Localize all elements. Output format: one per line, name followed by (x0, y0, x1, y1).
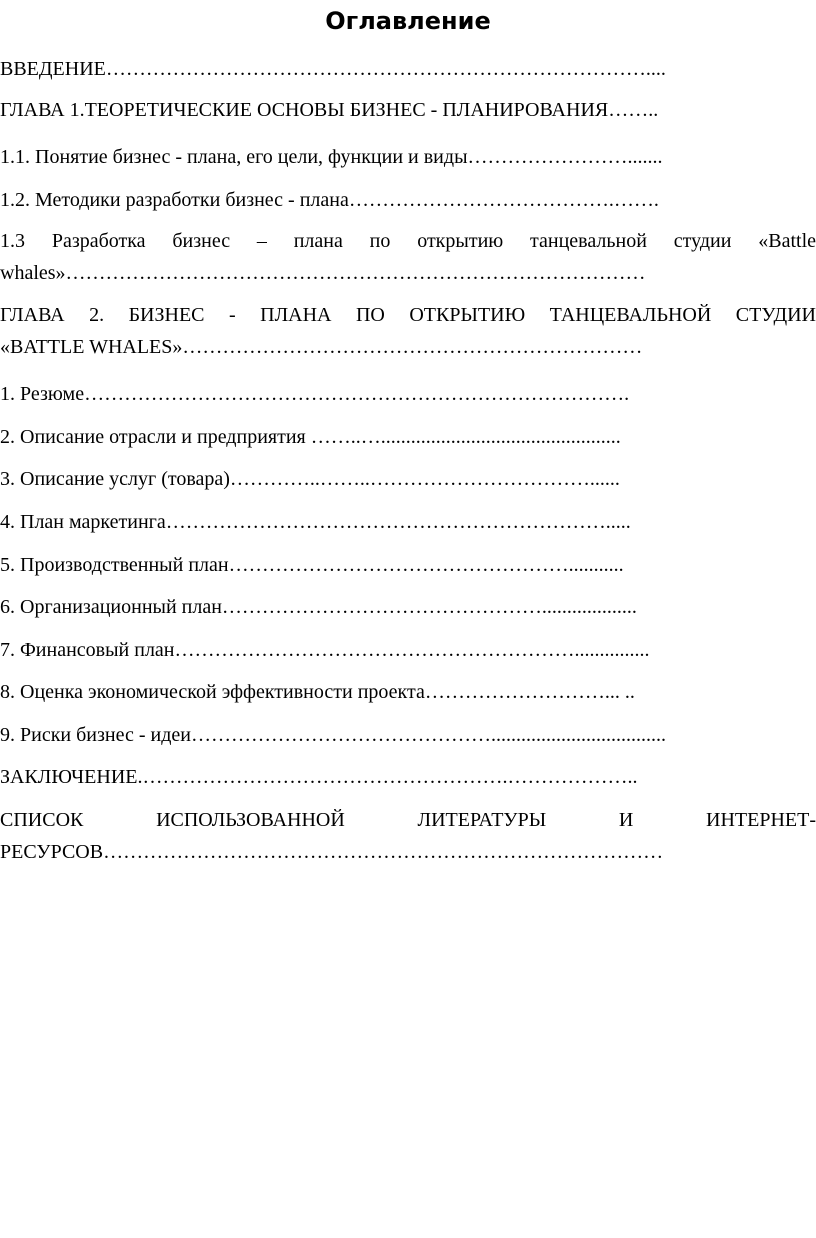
toc-entry-marketing (0, 509, 816, 535)
toc-entry-industry (0, 424, 816, 450)
toc-entry-text: 6. Организационный план…………………………………………................... (0, 596, 637, 618)
toc-entry-1-3 (0, 228, 816, 286)
toc-entry-text: 2. Описание отрасли и предприятия ……..…................................................ (0, 426, 621, 448)
page-title: Оглавление (325, 7, 491, 35)
toc-entry-finance (0, 637, 816, 663)
toc-entry-text-line-2: whales»…………………………………………………………………………… (0, 262, 646, 284)
toc-entry-organization (0, 594, 816, 620)
toc-entry-conclusion (0, 764, 816, 790)
toc-entry-text-line-1: 1.3 Разработка бизнес – плана по открытию танцевальной студии «Battle (0, 230, 816, 252)
toc-entry-chapter-1 (0, 97, 816, 123)
toc-entry-efficiency (0, 679, 816, 705)
toc-entry-text: 1. Резюме………………………………………………………………………. (0, 383, 630, 405)
toc-entry-text-line-1: ГЛАВА 2. БИЗНЕС - ПЛАНА ПО ОТКРЫТИЮ ТАНЦЕВАЛЬНОЙ СТУДИИ (0, 304, 816, 326)
toc-entry-text: ГЛАВА 1.ТЕОРЕТИЧЕСКИЕ ОСНОВЫ БИЗНЕС - ПЛАНИРОВАНИЯ…….. (0, 99, 659, 121)
toc-entry-production (0, 552, 816, 578)
toc-entry-chapter-2 (0, 302, 816, 360)
toc-entry-introduction (0, 56, 816, 82)
toc-entry-1-2 (0, 187, 816, 213)
toc-entry-text: 3. Описание услуг (товара)…………..……..……………………………...... (0, 468, 620, 490)
toc-entry-text-line-2: РЕСУРСОВ………………………………………………………………………… (0, 841, 664, 863)
toc-entry-text: ВВЕДЕНИЕ……………………………………………………………………….... (0, 58, 666, 80)
toc-entry-text: 7. Финансовый план……………………………………………………............... (0, 639, 650, 661)
toc-entry-text: 5. Производственный план……………………………………………........... (0, 554, 624, 576)
toc-entry-text: ЗАКЛЮЧЕНИЕ.……………………………………………….……………….. (0, 766, 638, 788)
toc-entry-risks (0, 722, 816, 748)
toc-entry-text-line-1: СПИСОК ИСПОЛЬЗОВАННОЙ ЛИТЕРАТУРЫ И ИНТЕРНЕТ- (0, 809, 816, 831)
toc-entry-text: 9. Риски бизнес - идеи………………………………………................................... (0, 724, 666, 746)
toc-entry-summary (0, 381, 816, 407)
toc-entry-references (0, 807, 816, 865)
toc-entry-text: 1.2. Методики разработки бизнес - плана………………………………….……. (0, 189, 659, 211)
toc-entry-1-1 (0, 144, 816, 170)
toc-entry-text-line-2: «BATTLE WHALES»…………………………………………………………… (0, 336, 643, 358)
toc-entry-text: 1.1. Понятие бизнес - плана, его цели, функции и виды……………………....... (0, 146, 663, 168)
toc-entry-text: 8. Оценка экономической эффективности проекта………………………... .. (0, 681, 635, 703)
toc-entry-services (0, 466, 816, 492)
toc-entry-text: 4. План маркетинга…………………………………………………………..... (0, 511, 631, 533)
